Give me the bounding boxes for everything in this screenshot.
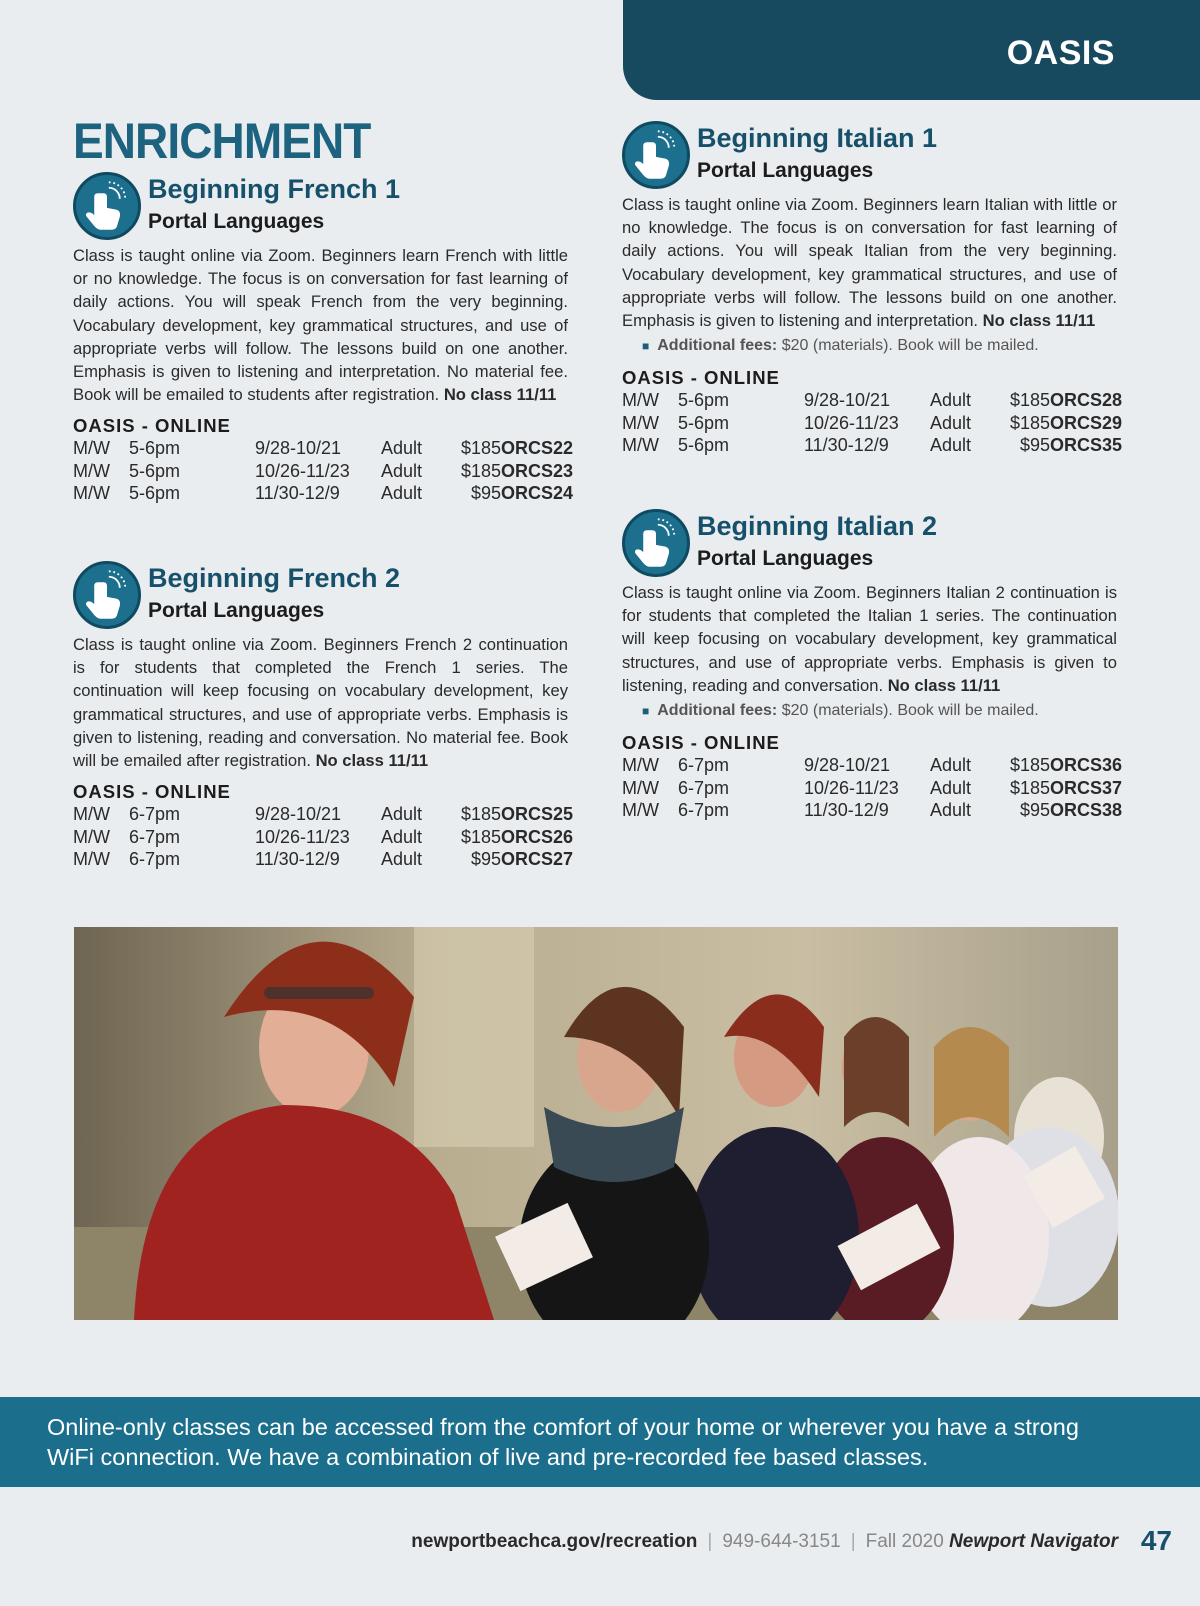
session-dates: 9/28-10/21 <box>804 755 891 776</box>
touch-hand-icon <box>73 172 141 240</box>
session-row <box>622 754 1123 777</box>
session-age: Adult <box>930 755 972 776</box>
session-days: M/W <box>73 483 110 504</box>
description-text: Class is taught online via Zoom. Beginners learn French with little or no knowledge. The focus is on conversation for fast learning of daily actions. You will speak French from the very beginning. Vocabulary development, key grammatical structures, and use of appropriate verbs will follow. The lessons build on one another. Emphasis is given to listening and interpretation. No material fee. Book will be emailed to students after registration. <box>73 246 568 405</box>
course-provider: Portal Languages <box>148 210 325 233</box>
session-price: $185 <box>460 826 501 847</box>
session-dates: 10/26-11/23 <box>255 460 350 481</box>
separator: | <box>850 1531 856 1552</box>
course-description <box>622 193 1117 332</box>
schedule-note: No class 11/11 <box>982 311 1096 331</box>
session-row <box>622 777 1123 800</box>
session-price: $185 <box>1009 755 1050 776</box>
session-code: ORCS38 <box>1050 800 1123 821</box>
location-label: OASIS - ONLINE <box>622 367 780 389</box>
course-description <box>73 633 568 772</box>
session-code: ORCS25 <box>501 804 574 825</box>
course-header <box>73 561 568 631</box>
session-price: $185 <box>460 438 501 459</box>
session-price: $185 <box>1009 390 1050 411</box>
fees-label: Additional fees: <box>657 337 778 355</box>
session-days: M/W <box>622 755 659 776</box>
session-row <box>622 412 1123 435</box>
course-card-french-2 <box>73 561 574 871</box>
course-header <box>622 121 1117 191</box>
location-label: OASIS - ONLINE <box>73 781 231 803</box>
session-dates: 11/30-12/9 <box>804 435 889 456</box>
session-days: M/W <box>622 435 659 456</box>
session-dates: 11/30-12/9 <box>804 800 889 821</box>
session-row <box>622 389 1123 412</box>
schedule-note: No class 11/11 <box>887 675 1001 695</box>
session-price: $185 <box>460 460 501 481</box>
session-code: ORCS24 <box>501 483 574 504</box>
session-dates: 10/26-11/23 <box>804 777 899 798</box>
class-photo <box>74 927 1118 1320</box>
session-time: 5-6pm <box>129 483 181 504</box>
course-description <box>622 581 1117 697</box>
session-time: 6-7pm <box>678 800 730 821</box>
course-title: Beginning Italian 2 <box>697 511 938 541</box>
session-days: M/W <box>622 412 659 433</box>
session-dates: 9/28-10/21 <box>255 438 342 459</box>
session-time: 5-6pm <box>678 435 730 456</box>
session-code: ORCS29 <box>1050 412 1123 433</box>
session-dates: 9/28-10/21 <box>255 804 342 825</box>
touch-hand-icon <box>622 121 690 189</box>
additional-fees <box>642 334 1117 358</box>
touch-hand-icon <box>622 509 690 577</box>
session-row <box>73 482 574 505</box>
fees-text: $20 (materials). Book will be mailed. <box>781 337 1039 355</box>
session-row <box>73 803 574 826</box>
session-time: 5-6pm <box>678 412 730 433</box>
website-link[interactable]: newportbeachca.gov/recreation <box>411 1531 698 1552</box>
course-card-italian-2 <box>622 509 1123 822</box>
course-provider: Portal Languages <box>148 599 325 622</box>
session-code: ORCS35 <box>1050 435 1123 456</box>
session-time: 5-6pm <box>678 390 730 411</box>
session-dates: 10/26-11/23 <box>255 826 350 847</box>
session-code: ORCS36 <box>1050 755 1123 776</box>
page-number: 47 <box>1140 1525 1172 1556</box>
course-provider: Portal Languages <box>697 547 874 570</box>
session-code: ORCS26 <box>501 826 574 847</box>
session-row <box>73 437 574 460</box>
session-price: $95 <box>470 483 501 504</box>
location-label: OASIS - ONLINE <box>622 732 780 754</box>
session-days: M/W <box>622 390 659 411</box>
session-time: 5-6pm <box>129 438 181 459</box>
session-time: 6-7pm <box>678 755 730 776</box>
session-age: Adult <box>930 800 972 821</box>
session-dates: 11/30-12/9 <box>255 849 340 870</box>
session-days: M/W <box>73 826 110 847</box>
bullet-icon: ■ <box>642 704 650 719</box>
course-description <box>73 244 568 406</box>
session-price: $95 <box>1019 800 1050 821</box>
session-dates: 10/26-11/23 <box>804 412 899 433</box>
course-title: Beginning Italian 1 <box>697 123 938 153</box>
session-code: ORCS28 <box>1050 390 1123 411</box>
session-dates: 9/28-10/21 <box>804 390 891 411</box>
session-days: M/W <box>73 460 110 481</box>
session-days: M/W <box>622 777 659 798</box>
session-code: ORCS23 <box>501 460 574 481</box>
course-title: Beginning French 1 <box>148 174 401 204</box>
description-text: Class is taught online via Zoom. Beginners French 2 continuation is for students that completed the French 1 series. The continuation will keep focusing on vocabulary development, key grammatical structures, and use of appropriate verbs. Emphasis is given to listening, reading and conversation. No material fee. Book will be emailed after registration. <box>73 635 568 771</box>
fees-label: Additional fees: <box>657 702 778 720</box>
publication-title: Newport Navigator <box>949 1531 1118 1552</box>
info-banner <box>0 1397 1200 1487</box>
page-footer <box>411 1531 1118 1553</box>
course-header <box>73 172 568 242</box>
course-card-french-1 <box>73 172 574 505</box>
schedule-note: No class 11/11 <box>315 751 429 771</box>
session-days: M/W <box>73 804 110 825</box>
session-time: 6-7pm <box>129 804 181 825</box>
session-code: ORCS27 <box>501 849 574 870</box>
session-price: $185 <box>1009 412 1050 433</box>
session-age: Adult <box>930 390 972 411</box>
bullet-icon: ■ <box>642 339 650 354</box>
banner-text: Online-only classes can be accessed from the comfort of your home or wherever you have a strong WiFi connection. We have a combination of live and pre-recorded fee based classes. <box>47 1414 1079 1470</box>
session-dates: 11/30-12/9 <box>255 483 340 504</box>
session-code: ORCS37 <box>1050 777 1123 798</box>
session-age: Adult <box>381 826 423 847</box>
session-days: M/W <box>622 800 659 821</box>
session-age: Adult <box>381 849 423 870</box>
session-price: $95 <box>1019 435 1050 456</box>
session-row <box>73 848 574 871</box>
session-code: ORCS22 <box>501 438 574 459</box>
section-tab <box>623 0 1200 100</box>
session-time: 6-7pm <box>129 826 181 847</box>
session-time: 6-7pm <box>129 849 181 870</box>
description-text: Class is taught online via Zoom. Beginners learn Italian with little or no knowledge. The focus is on conversation for fast learning of daily actions. You will speak Italian from the very beginning. Vocabulary development, key grammatical structures, and use of appropriate verbs will follow. The lessons build on one another. Emphasis is given to listening and interpretation. <box>622 195 1117 331</box>
schedule-note: No class 11/11 <box>443 385 557 405</box>
session-age: Adult <box>381 438 423 459</box>
session-row <box>73 826 574 849</box>
additional-fees <box>642 699 1117 723</box>
session-time: 6-7pm <box>678 777 730 798</box>
course-card-italian-1 <box>622 121 1123 457</box>
course-provider: Portal Languages <box>697 159 874 182</box>
location-label: OASIS - ONLINE <box>73 415 231 437</box>
session-age: Adult <box>930 412 972 433</box>
course-header <box>622 509 1117 579</box>
session-time: 5-6pm <box>129 460 181 481</box>
session-age: Adult <box>930 777 972 798</box>
season-label: Fall 2020 <box>865 1531 944 1552</box>
phone-number: 949-644-3151 <box>722 1531 841 1552</box>
session-price: $185 <box>460 804 501 825</box>
session-age: Adult <box>381 460 423 481</box>
session-row <box>622 799 1123 822</box>
fees-text: $20 (materials). Book will be mailed. <box>781 702 1039 720</box>
course-title: Beginning French 2 <box>148 563 401 593</box>
description-text: Class is taught online via Zoom. Beginners Italian 2 continuation is for students that completed the Italian 1 series. The continuation will keep focusing on vocabulary development, key grammatical structures, and use of appropriate verbs. Emphasis is given to listening, reading and conversation. <box>622 583 1117 695</box>
section-tab-label: OASIS <box>1006 34 1115 72</box>
session-age: Adult <box>381 483 423 504</box>
session-row <box>73 460 574 483</box>
session-age: Adult <box>381 804 423 825</box>
session-price: $185 <box>1009 777 1050 798</box>
session-days: M/W <box>73 849 110 870</box>
session-age: Adult <box>930 435 972 456</box>
touch-hand-icon <box>73 561 141 629</box>
page-heading: ENRICHMENT <box>73 113 371 169</box>
session-row <box>622 434 1123 457</box>
separator: | <box>707 1531 713 1552</box>
session-price: $95 <box>470 849 501 870</box>
session-days: M/W <box>73 438 110 459</box>
